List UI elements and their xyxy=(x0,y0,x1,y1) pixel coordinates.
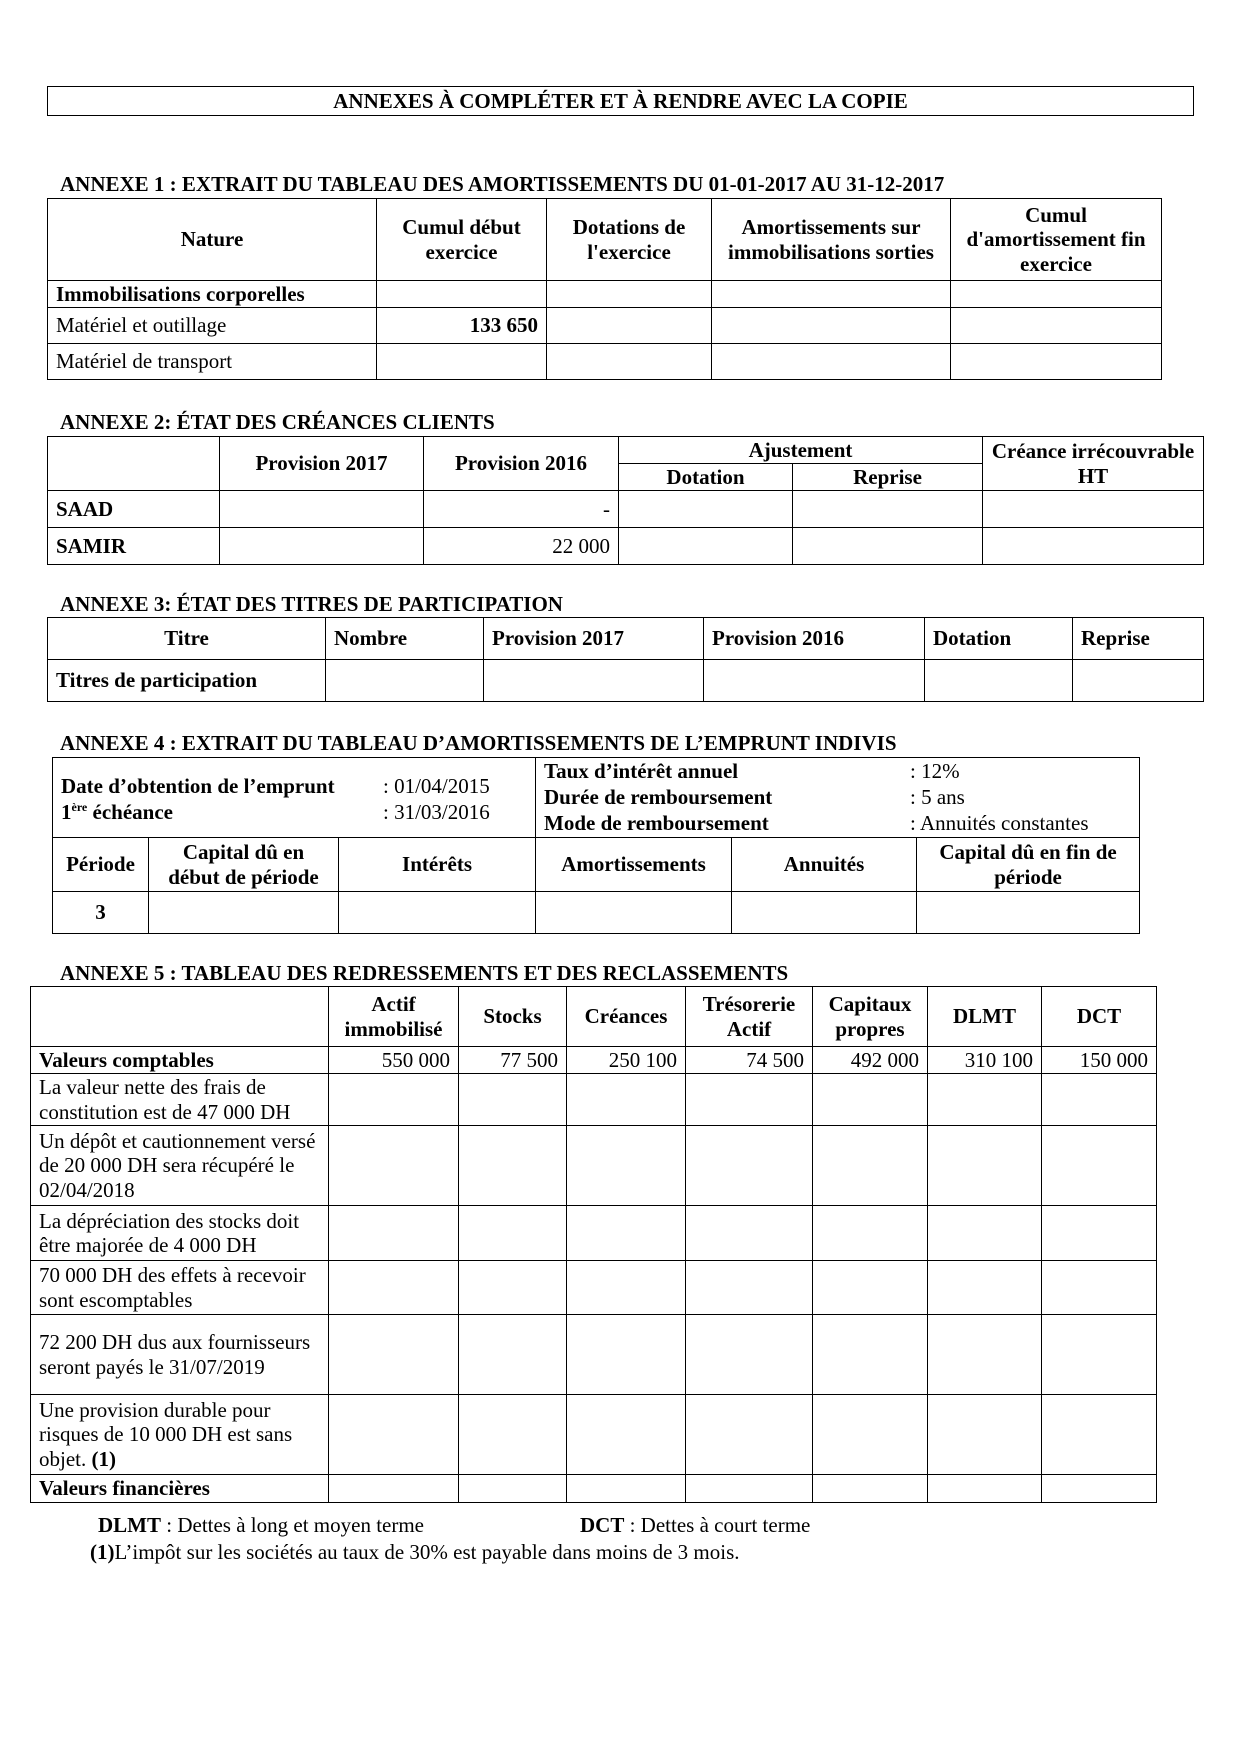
empty-cell xyxy=(329,1261,459,1315)
empty-cell xyxy=(547,344,712,380)
annexe4-info-row xyxy=(53,758,1140,838)
empty-cell xyxy=(813,1074,928,1126)
empty-cell xyxy=(1042,1261,1157,1315)
row-label: Immobilisations corporelles xyxy=(48,281,377,308)
header-reprise: Reprise xyxy=(793,464,983,491)
table-row xyxy=(48,344,1162,380)
adjustment-text: Une provision durable pour risques de 10 000 DH est sans objet. xyxy=(39,1398,293,1471)
header-actif-immobilise: Actif immobilisé xyxy=(329,987,459,1047)
empty-cell xyxy=(1042,1315,1157,1395)
empty-cell xyxy=(459,1475,567,1503)
empty-cell xyxy=(951,308,1162,344)
valeurs-comptables-row xyxy=(31,1047,1157,1074)
empty-cell xyxy=(547,281,712,308)
empty-cell xyxy=(928,1261,1042,1315)
empty-cell xyxy=(686,1395,813,1475)
empty-cell xyxy=(329,1475,459,1503)
empty-cell xyxy=(329,1395,459,1475)
annexe2-title: ANNEXE 2: ÉTAT DES CRÉANCES CLIENTS xyxy=(60,410,495,434)
empty-cell xyxy=(928,1315,1042,1395)
adjustment-label: 72 200 DH dus aux fournisseurs seront payés le 31/07/2019 xyxy=(31,1315,329,1395)
table-row xyxy=(48,660,1204,702)
adjustment-label: La dépréciation des stocks doit être majorée de 4 000 DH xyxy=(31,1206,329,1261)
annexe3-header-row xyxy=(48,618,1204,660)
header-provision-2017: Provision 2017 xyxy=(484,618,704,660)
annexe1-title: ANNEXE 1 : EXTRAIT DU TABLEAU DES AMORTISSEMENTS DU 01-01-2017 AU 31-12-2017 xyxy=(60,172,945,196)
annexe4-table xyxy=(52,757,1140,934)
header-interets: Intérêts xyxy=(339,838,536,892)
empty-cell xyxy=(31,987,329,1047)
table-row xyxy=(31,1395,1157,1475)
footnote-ref: (1) xyxy=(91,1446,116,1471)
value-cell: 310 100 xyxy=(928,1047,1042,1074)
header-tresorerie-actif: Trésorerie Actif xyxy=(686,987,813,1047)
header-reprise: Reprise xyxy=(1073,618,1204,660)
duree-label: Durée de remboursement xyxy=(544,785,773,809)
duree-value: : 5 ans xyxy=(910,785,965,809)
empty-cell xyxy=(220,491,424,528)
empty-cell xyxy=(459,1261,567,1315)
empty-cell xyxy=(686,1206,813,1261)
echeance-number: 1 xyxy=(61,800,72,824)
value-cell: 150 000 xyxy=(1042,1047,1157,1074)
client-name: SAAD xyxy=(48,491,220,528)
empty-cell xyxy=(567,1261,686,1315)
echeance-sup: ère xyxy=(71,800,88,814)
value-cell: 250 100 xyxy=(567,1047,686,1074)
empty-cell xyxy=(567,1074,686,1126)
dct-abbr: DCT xyxy=(580,1513,625,1537)
empty-cell xyxy=(459,1074,567,1126)
annexe4-header-row xyxy=(53,838,1140,892)
echeance-text: échéance xyxy=(87,800,173,824)
client-name: SAMIR xyxy=(48,528,220,565)
header-periode: Période xyxy=(53,838,149,892)
header-creance: Créance irrécouvrable HT xyxy=(983,437,1204,491)
dlmt-def: : Dettes à long et moyen terme xyxy=(161,1513,425,1537)
empty-cell xyxy=(917,892,1140,934)
empty-cell xyxy=(484,660,704,702)
empty-cell xyxy=(951,344,1162,380)
annexe4-title: ANNEXE 4 : EXTRAIT DU TABLEAU D’AMORTISSEMENTS DE L’EMPRUNT INDIVIS xyxy=(60,731,897,755)
empty-cell xyxy=(983,528,1204,565)
header-amort-sorties: Amortissements sur immobilisations sorties xyxy=(712,199,951,281)
header-provision-2017: Provision 2017 xyxy=(220,437,424,491)
mode-value: : Annuités constantes xyxy=(910,811,1089,835)
empty-cell xyxy=(567,1126,686,1206)
cumul-debut-cell xyxy=(377,344,547,380)
cumul-debut-cell: 133 650 xyxy=(377,308,547,344)
empty-cell xyxy=(459,1315,567,1395)
empty-cell xyxy=(329,1126,459,1206)
header-stocks: Stocks xyxy=(459,987,567,1047)
header-dotations: Dotations de l'exercice xyxy=(547,199,712,281)
header-titre: Titre xyxy=(48,618,326,660)
empty-cell xyxy=(712,344,951,380)
cumul-debut-cell xyxy=(377,281,547,308)
header-creances: Créances xyxy=(567,987,686,1047)
empty-cell xyxy=(928,1074,1042,1126)
header-capitaux-propres: Capitaux propres xyxy=(813,987,928,1047)
header-provision-2016: Provision 2016 xyxy=(704,618,925,660)
valeurs-financieres-row xyxy=(31,1475,1157,1503)
empty-cell xyxy=(712,281,951,308)
empty-cell xyxy=(1042,1206,1157,1261)
empty-cell xyxy=(925,660,1073,702)
empty-cell xyxy=(712,308,951,344)
dlmt-abbr: DLMT xyxy=(98,1513,161,1537)
empty-cell xyxy=(813,1261,928,1315)
empty-cell xyxy=(48,437,220,491)
empty-cell xyxy=(567,1475,686,1503)
empty-cell xyxy=(1042,1074,1157,1126)
table-row xyxy=(31,1206,1157,1261)
footnote-ref: (1) xyxy=(90,1540,115,1564)
table-row xyxy=(48,308,1162,344)
empty-cell xyxy=(813,1206,928,1261)
header-capital-debut: Capital dû en début de période xyxy=(149,838,339,892)
row-label: Valeurs comptables xyxy=(31,1047,329,1074)
empty-cell xyxy=(928,1475,1042,1503)
empty-cell xyxy=(813,1395,928,1475)
table-row xyxy=(31,1074,1157,1126)
empty-cell xyxy=(686,1126,813,1206)
annexe3-title: ANNEXE 3: ÉTAT DES TITRES DE PARTICIPATION xyxy=(60,592,563,616)
empty-cell xyxy=(459,1395,567,1475)
footnote-text: L’impôt sur les sociétés au taux de 30% est payable dans moins de 3 mois. xyxy=(114,1540,740,1564)
row-label: Matériel de transport xyxy=(48,344,377,380)
empty-cell xyxy=(686,1261,813,1315)
empty-cell xyxy=(329,1315,459,1395)
table-row xyxy=(53,892,1140,934)
empty-cell xyxy=(951,281,1162,308)
table-row xyxy=(48,528,1204,565)
annexe1-table xyxy=(47,198,1162,380)
empty-cell xyxy=(928,1126,1042,1206)
empty-cell xyxy=(149,892,339,934)
empty-cell xyxy=(547,308,712,344)
header-nature: Nature xyxy=(48,199,377,281)
empty-cell xyxy=(813,1475,928,1503)
value-cell: 77 500 xyxy=(459,1047,567,1074)
mode-label: Mode de remboursement xyxy=(544,811,769,835)
header-annuites: Annuités xyxy=(732,838,917,892)
table-row xyxy=(48,281,1162,308)
emprunt-info-left xyxy=(53,758,536,838)
empty-cell xyxy=(1073,660,1204,702)
row-label: Matériel et outillage xyxy=(48,308,377,344)
provision-2016-cell: 22 000 xyxy=(424,528,619,565)
annexe1-header-row xyxy=(48,199,1162,281)
empty-cell xyxy=(983,491,1204,528)
footnote xyxy=(90,1540,740,1565)
empty-cell xyxy=(1042,1475,1157,1503)
empty-cell xyxy=(686,1475,813,1503)
premiere-echeance-value: : 31/03/2016 xyxy=(383,800,490,824)
empty-cell xyxy=(567,1395,686,1475)
annexe3-table xyxy=(47,617,1204,702)
empty-cell xyxy=(459,1206,567,1261)
empty-cell xyxy=(220,528,424,565)
value-cell: 74 500 xyxy=(686,1047,813,1074)
header-dlmt: DLMT xyxy=(928,987,1042,1047)
periode-value: 3 xyxy=(53,892,149,934)
annexe5-table xyxy=(30,986,1157,1503)
table-row xyxy=(48,491,1204,528)
header-dotation: Dotation xyxy=(619,464,793,491)
empty-cell xyxy=(793,528,983,565)
legend-dlmt xyxy=(98,1513,424,1538)
table-row xyxy=(31,1261,1157,1315)
dct-def: : Dettes à court terme xyxy=(624,1513,811,1537)
value-cell: 550 000 xyxy=(329,1047,459,1074)
provision-2016-cell: - xyxy=(424,491,619,528)
empty-cell xyxy=(329,1206,459,1261)
row-label: Valeurs financières xyxy=(31,1475,329,1503)
annexe2-table xyxy=(47,436,1204,565)
empty-cell xyxy=(732,892,917,934)
empty-cell xyxy=(1042,1126,1157,1206)
value-cell: 492 000 xyxy=(813,1047,928,1074)
empty-cell xyxy=(928,1206,1042,1261)
row-label: Titres de participation xyxy=(48,660,326,702)
adjustment-label: La valeur nette des frais de constitution est de 47 000 DH xyxy=(31,1074,329,1126)
header-cumul-debut: Cumul début exercice xyxy=(377,199,547,281)
empty-cell xyxy=(459,1126,567,1206)
header-dct: DCT xyxy=(1042,987,1157,1047)
empty-cell xyxy=(329,1074,459,1126)
header-dotation: Dotation xyxy=(925,618,1073,660)
empty-cell xyxy=(686,1074,813,1126)
empty-cell xyxy=(536,892,732,934)
empty-cell xyxy=(567,1315,686,1395)
adjustment-label xyxy=(31,1395,329,1475)
table-row xyxy=(31,1126,1157,1206)
annexe2-header-row xyxy=(48,437,1204,464)
adjustment-label: 70 000 DH des effets à recevoir sont escomptables xyxy=(31,1261,329,1315)
legend-dct xyxy=(580,1513,810,1538)
premiere-echeance-label xyxy=(61,800,173,824)
empty-cell xyxy=(567,1206,686,1261)
adjustment-label: Un dépôt et cautionnement versé de 20 000 DH sera récupéré le 02/04/2018 xyxy=(31,1126,329,1206)
header-amortissements: Amortissements xyxy=(536,838,732,892)
empty-cell xyxy=(326,660,484,702)
taux-label: Taux d’intérêt annuel xyxy=(544,759,739,783)
empty-cell xyxy=(704,660,925,702)
header-capital-fin: Capital dû en fin de période xyxy=(917,838,1140,892)
empty-cell xyxy=(619,491,793,528)
header-ajustement: Ajustement xyxy=(619,437,983,464)
empty-cell xyxy=(686,1315,813,1395)
empty-cell xyxy=(339,892,536,934)
header-cumul-fin: Cumul d'amortissement fin exercice xyxy=(951,199,1162,281)
empty-cell xyxy=(813,1126,928,1206)
taux-value: : 12% xyxy=(910,759,960,783)
annexes-banner: ANNEXES À COMPLÉTER ET À RENDRE AVEC LA COPIE xyxy=(47,86,1194,116)
table-row xyxy=(31,1315,1157,1395)
empty-cell xyxy=(813,1315,928,1395)
empty-cell xyxy=(793,491,983,528)
header-nombre: Nombre xyxy=(326,618,484,660)
header-provision-2016: Provision 2016 xyxy=(424,437,619,491)
date-obtention-value: : 01/04/2015 xyxy=(383,774,490,798)
date-obtention-label: Date d’obtention de l’emprunt xyxy=(61,774,335,798)
empty-cell xyxy=(619,528,793,565)
annexe5-header-row xyxy=(31,987,1157,1047)
emprunt-info-right xyxy=(536,758,1140,838)
empty-cell xyxy=(928,1395,1042,1475)
annexe5-title: ANNEXE 5 : TABLEAU DES REDRESSEMENTS ET DES RECLASSEMENTS xyxy=(60,961,789,985)
empty-cell xyxy=(1042,1395,1157,1475)
